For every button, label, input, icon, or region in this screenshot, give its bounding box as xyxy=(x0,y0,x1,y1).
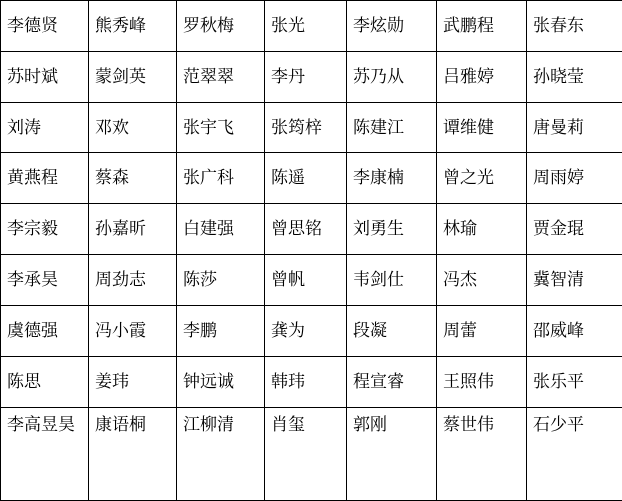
table-cell: 苏时斌 xyxy=(1,51,89,102)
table-cell: 李承昊 xyxy=(1,255,89,306)
table-cell: 曾之光 xyxy=(437,153,527,204)
table-cell: 刘涛 xyxy=(1,102,89,153)
table-cell: 龚为 xyxy=(265,305,347,356)
table-cell: 段凝 xyxy=(347,305,437,356)
table-cell: 孙晓莹 xyxy=(527,51,622,102)
table-cell: 罗秋梅 xyxy=(177,1,265,52)
table-cell: 韦剑仕 xyxy=(347,255,437,306)
table-cell: 郭刚 xyxy=(347,407,437,500)
table-cell: 蒙剑英 xyxy=(89,51,177,102)
table-cell: 蔡世伟 xyxy=(437,407,527,500)
table-cell: 李宗毅 xyxy=(1,204,89,255)
table-cell: 张乐平 xyxy=(527,356,622,407)
table-cell: 黄燕程 xyxy=(1,153,89,204)
table-cell: 谭维健 xyxy=(437,102,527,153)
table-cell: 钟远诚 xyxy=(177,356,265,407)
table-cell: 苏乃从 xyxy=(347,51,437,102)
table-cell: 李康楠 xyxy=(347,153,437,204)
table-cell: 陈建江 xyxy=(347,102,437,153)
table-cell: 李高昱昊 xyxy=(1,407,89,500)
table-cell: 陈遥 xyxy=(265,153,347,204)
table-cell: 石少平 xyxy=(527,407,622,500)
table-cell: 康语桐 xyxy=(89,407,177,500)
table-cell: 武鹏程 xyxy=(437,1,527,52)
table-row xyxy=(1,153,622,204)
table-row xyxy=(1,102,622,153)
table-cell: 邓欢 xyxy=(89,102,177,153)
table-row xyxy=(1,305,622,356)
names-table-body xyxy=(1,1,622,501)
table-cell: 王照伟 xyxy=(437,356,527,407)
table-cell: 周蕾 xyxy=(437,305,527,356)
table-cell: 孙嘉昕 xyxy=(89,204,177,255)
table-cell: 熊秀峰 xyxy=(89,1,177,52)
table-cell: 周雨婷 xyxy=(527,153,622,204)
table-cell: 张光 xyxy=(265,1,347,52)
table-cell: 曾思铭 xyxy=(265,204,347,255)
table-cell: 虞德强 xyxy=(1,305,89,356)
table-cell: 冯杰 xyxy=(437,255,527,306)
table-row xyxy=(1,407,622,500)
table-row xyxy=(1,204,622,255)
table-row xyxy=(1,255,622,306)
table-cell: 江柳清 xyxy=(177,407,265,500)
table-cell: 林瑜 xyxy=(437,204,527,255)
table-cell: 李丹 xyxy=(265,51,347,102)
table-cell: 肖玺 xyxy=(265,407,347,500)
table-cell: 姜玮 xyxy=(89,356,177,407)
table-cell: 白建强 xyxy=(177,204,265,255)
table-cell: 范翠翠 xyxy=(177,51,265,102)
table-row xyxy=(1,356,622,407)
table-cell: 李鹏 xyxy=(177,305,265,356)
table-cell: 邵威峰 xyxy=(527,305,622,356)
table-cell: 冀智清 xyxy=(527,255,622,306)
table-cell: 陈莎 xyxy=(177,255,265,306)
table-cell: 刘勇生 xyxy=(347,204,437,255)
table-cell: 张广科 xyxy=(177,153,265,204)
table-row xyxy=(1,1,622,52)
table-cell: 韩玮 xyxy=(265,356,347,407)
table-cell: 唐曼莉 xyxy=(527,102,622,153)
table-cell: 曾帆 xyxy=(265,255,347,306)
table-cell: 冯小霞 xyxy=(89,305,177,356)
table-cell: 张宇飞 xyxy=(177,102,265,153)
table-row xyxy=(1,51,622,102)
table-cell: 李炫勋 xyxy=(347,1,437,52)
table-cell: 周劲志 xyxy=(89,255,177,306)
table-cell: 张筠梓 xyxy=(265,102,347,153)
table-cell: 李德贤 xyxy=(1,1,89,52)
table-cell: 陈思 xyxy=(1,356,89,407)
table-cell: 蔡森 xyxy=(89,153,177,204)
table-cell: 程宣睿 xyxy=(347,356,437,407)
table-cell: 贾金琨 xyxy=(527,204,622,255)
table-cell: 张春东 xyxy=(527,1,622,52)
table-cell: 吕雅婷 xyxy=(437,51,527,102)
